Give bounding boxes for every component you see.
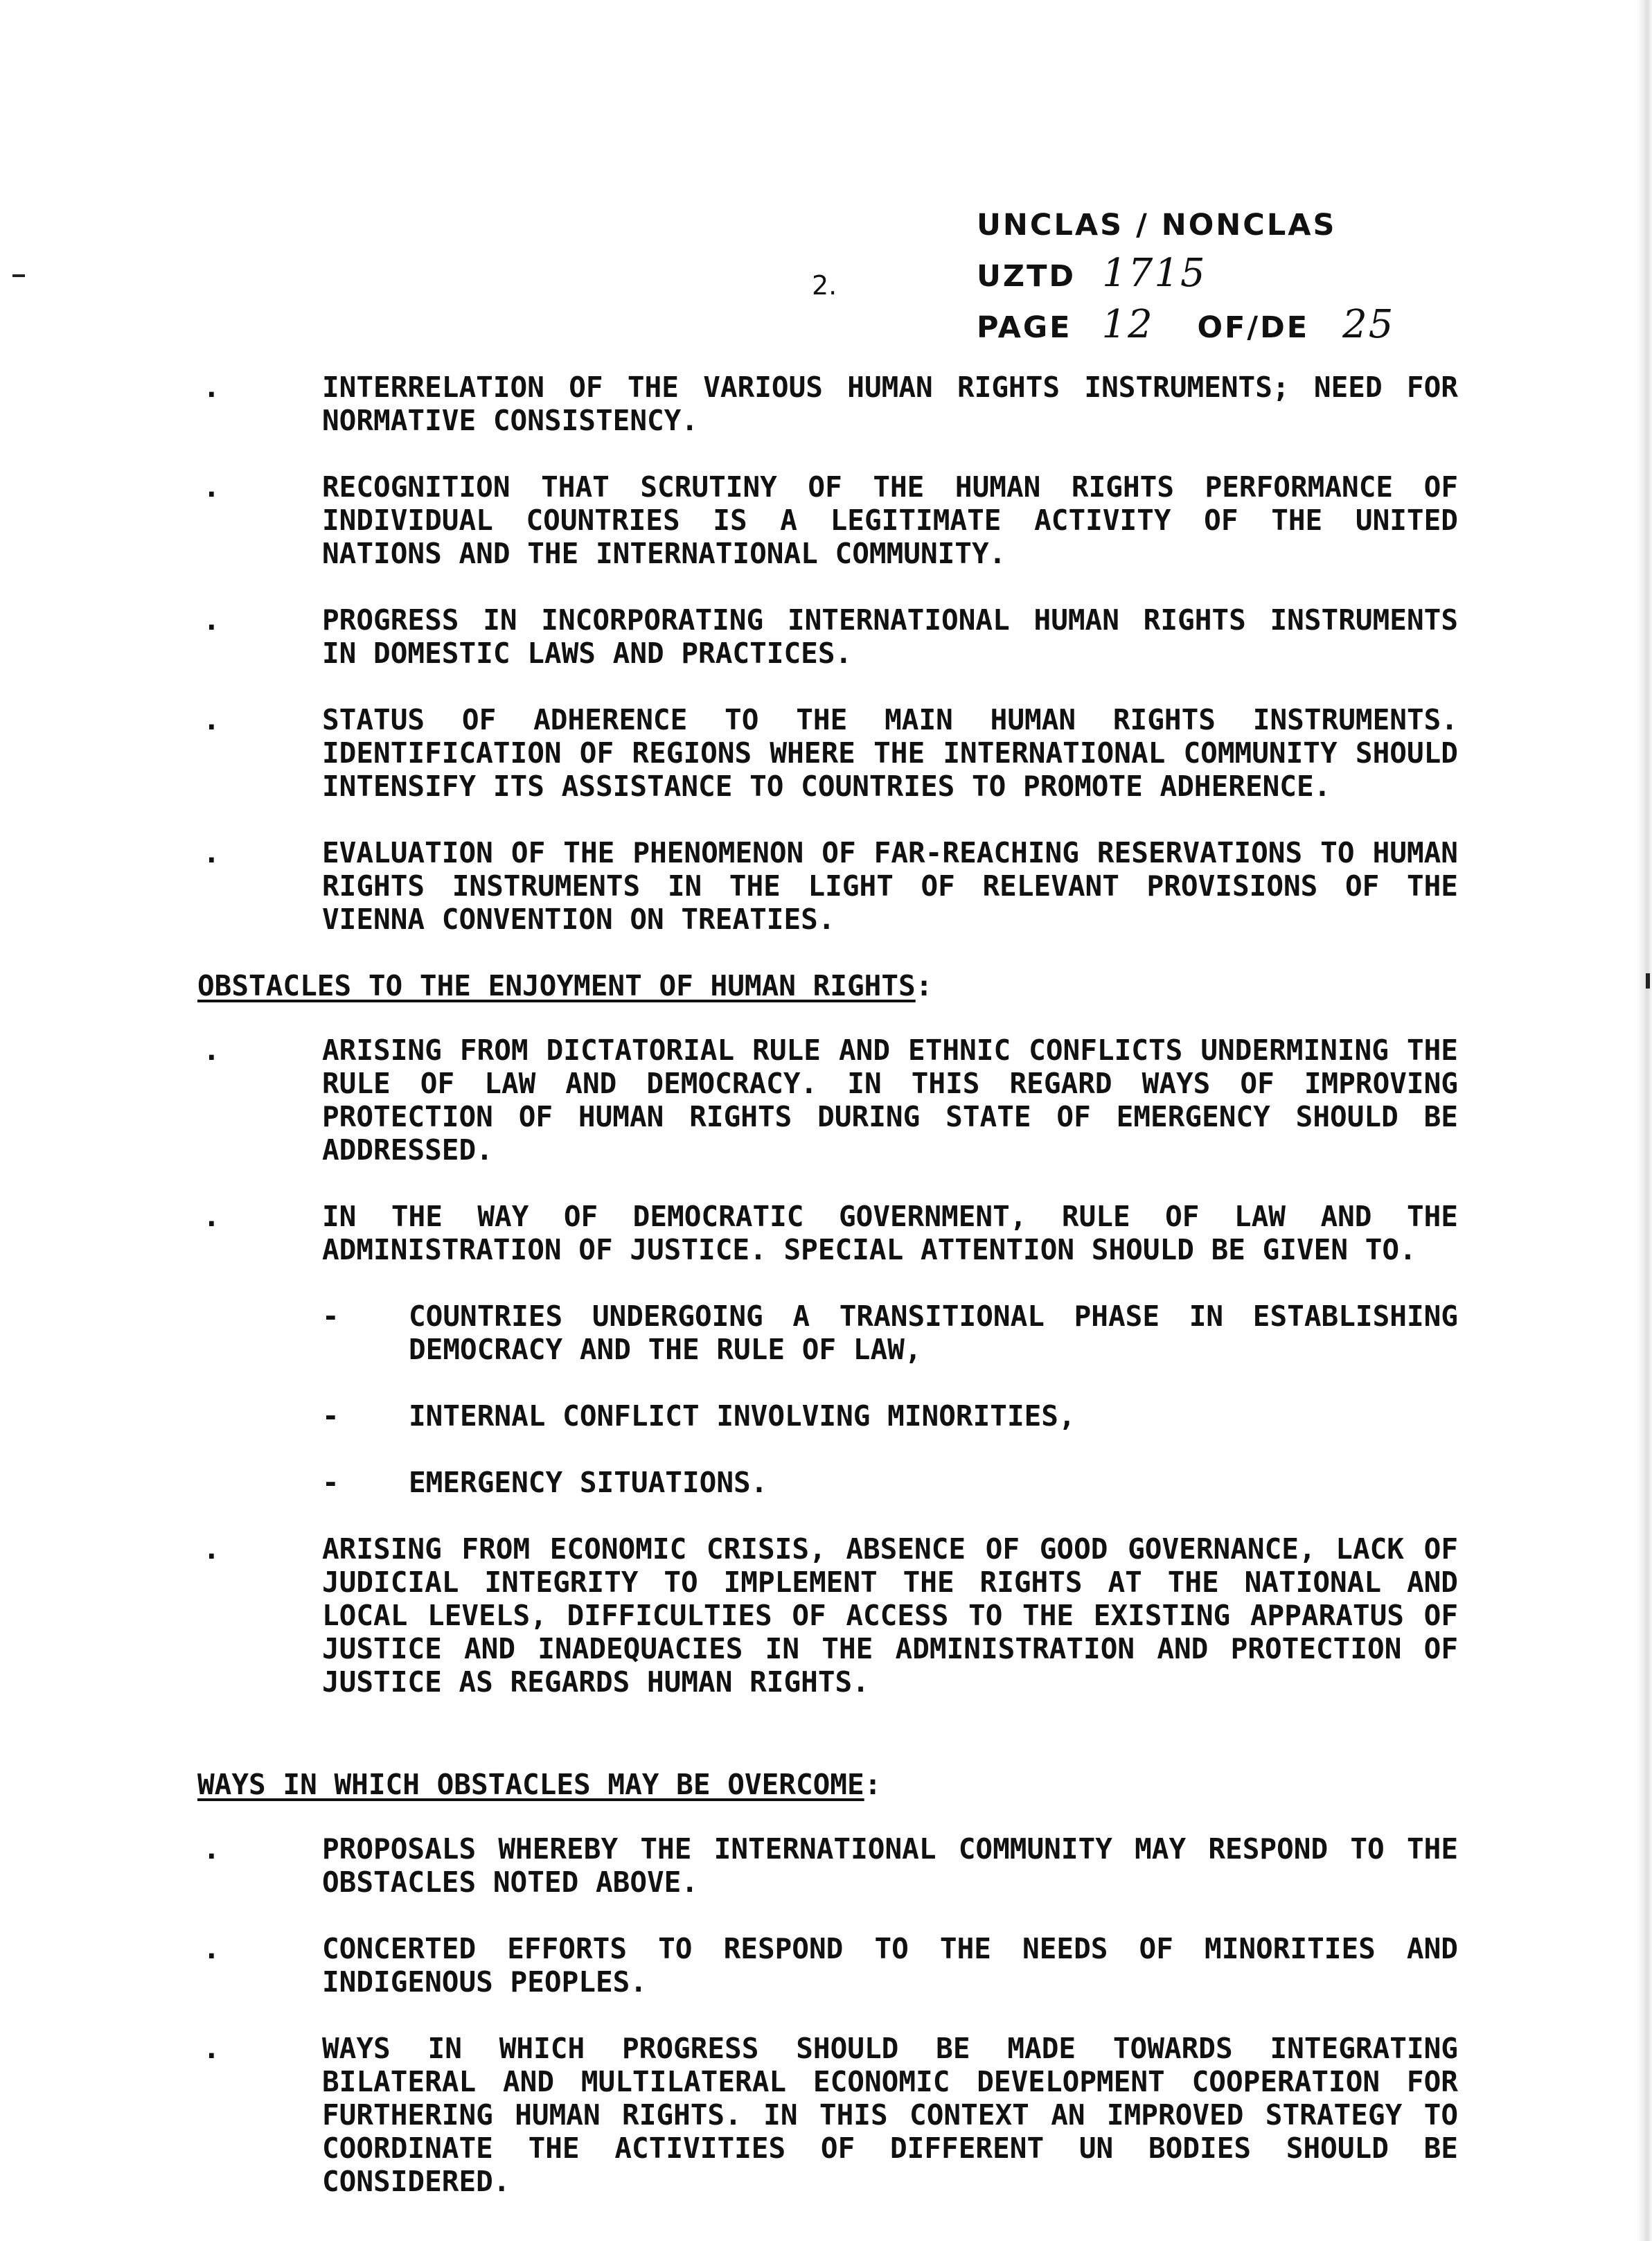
- bullet: .: [203, 371, 220, 404]
- list-item: [197, 371, 1458, 437]
- dash: -: [322, 1466, 339, 1499]
- list-item: [197, 1034, 1458, 1167]
- item-text: INTERRELATION OF THE VARIOUS HUMAN RIGHTS INSTRUMENTS; NEED FOR NORMATIVE CONSISTENCY.: [322, 371, 1458, 437]
- bullet: .: [203, 836, 220, 869]
- sub-list: [197, 1300, 1458, 1499]
- list-item: [197, 1932, 1458, 1999]
- classification-header: [977, 201, 1394, 352]
- list-item: [197, 703, 1458, 803]
- ways-heading-text: WAYS IN WHICH OBSTACLES MAY BE OVERCOME: [197, 1768, 864, 1801]
- item-text: CONCERTED EFFORTS TO RESPOND TO THE NEEDS OF MINORITIES AND INDIGENOUS PEOPLES.: [322, 1932, 1458, 1999]
- obstacles-heading-text: OBSTACLES TO THE ENJOYMENT OF HUMAN RIGHTS: [197, 969, 916, 1002]
- bullet: .: [203, 1034, 220, 1067]
- page-number: 2.: [812, 270, 837, 301]
- page-total: 25: [1342, 302, 1395, 347]
- dash: -: [322, 1399, 339, 1433]
- item-text: WAYS IN WHICH PROGRESS SHOULD BE MADE TOWARDS INTEGRATING BILATERAL AND MULTILATERAL ECONOMIC DEVELOPMENT COOPERATION FOR FURTHERING HUMAN RIGHTS. IN THIS CONTEXT AN IMPROVED STRATEGY TO COORDINATE THE ACTIVITIES OF DIFFERENT UN BODIES SHOULD BE CONSIDERED.: [322, 2032, 1458, 2198]
- bullet: .: [203, 1932, 220, 1965]
- sub-list-item: [322, 1399, 1458, 1433]
- bullet: .: [203, 1832, 220, 1866]
- obstacles-heading: [197, 969, 1458, 1002]
- bullet: .: [203, 703, 220, 736]
- list-item: [197, 1532, 1458, 1699]
- list-item: [197, 1832, 1458, 1899]
- item-text: RECOGNITION THAT SCRUTINY OF THE HUMAN RIGHTS PERFORMANCE OF INDIVIDUAL COUNTRIES IS A LEGITIMATE ACTIVITY OF THE UNITED NATIONS AND THE INTERNATIONAL COMMUNITY.: [322, 470, 1458, 570]
- page-label: PAGE: [977, 310, 1072, 345]
- list-item: [197, 603, 1458, 670]
- sub-item-text: COUNTRIES UNDERGOING A TRANSITIONAL PHASE IN ESTABLISHING DEMOCRACY AND THE RULE OF LAW,: [409, 1300, 1458, 1366]
- item-text: STATUS OF ADHERENCE TO THE MAIN HUMAN RIGHTS INSTRUMENTS. IDENTIFICATION OF REGIONS WHERE THE INTERNATIONAL COMMUNITY SHOULD INTENSIFY ITS ASSISTANCE TO COUNTRIES TO PROMOTE ADHERENCE.: [322, 703, 1458, 803]
- sub-list-item: [322, 1466, 1458, 1499]
- bullet: .: [203, 470, 220, 504]
- dash: -: [322, 1300, 339, 1333]
- list-item: [197, 836, 1458, 936]
- item-text: IN THE WAY OF DEMOCRATIC GOVERNMENT, RULE OF LAW AND THE ADMINISTRATION OF JUSTICE. SPECIAL ATTENTION SHOULD BE GIVEN TO.: [322, 1200, 1458, 1266]
- list-item: [197, 2032, 1458, 2198]
- document-body: [197, 371, 1458, 2231]
- page-current: 12: [1101, 302, 1154, 347]
- heading-colon: :: [915, 969, 933, 1002]
- bullet: .: [203, 2032, 220, 2065]
- scan-mark: [1646, 973, 1650, 989]
- scan-edge: [1637, 0, 1652, 2241]
- ways-heading: [197, 1768, 1458, 1801]
- item-text: EVALUATION OF THE PHENOMENON OF FAR-REACHING RESERVATIONS TO HUMAN RIGHTS INSTRUMENTS IN THE LIGHT OF RELEVANT PROVISIONS OF THE VIENNA CONVENTION ON TREATIES.: [322, 836, 1458, 936]
- item-text: PROPOSALS WHEREBY THE INTERNATIONAL COMMUNITY MAY RESPOND TO THE OBSTACLES NOTED ABOVE.: [322, 1832, 1458, 1899]
- sub-item-text: EMERGENCY SITUATIONS.: [409, 1466, 768, 1499]
- classification-label: UNCLAS / NONCLAS: [977, 208, 1337, 242]
- item-text: PROGRESS IN INCORPORATING INTERNATIONAL HUMAN RIGHTS INSTRUMENTS IN DOMESTIC LAWS AND PRACTICES.: [322, 603, 1458, 670]
- heading-colon: :: [864, 1768, 882, 1801]
- list-item: [197, 1200, 1458, 1266]
- bullet: .: [203, 603, 220, 637]
- item-text: ARISING FROM DICTATORIAL RULE AND ETHNIC CONFLICTS UNDERMINING THE RULE OF LAW AND DEMOCRACY. IN THIS REGARD WAYS OF IMPROVING PROTECTION OF HUMAN RIGHTS DURING STATE OF EMERGENCY SHOULD BE ADDRESSED.: [322, 1034, 1458, 1167]
- item-text: ARISING FROM ECONOMIC CRISIS, ABSENCE OF GOOD GOVERNANCE, LACK OF JUDICIAL INTEGRITY TO IMPLEMENT THE RIGHTS AT THE NATIONAL AND LOCAL LEVELS, DIFFICULTIES OF ACCESS TO THE EXISTING APPARATUS OF JUSTICE AND INADEQUACIES IN THE ADMINISTRATION AND PROTECTION OF JUSTICE AS REGARDS HUMAN RIGHTS.: [322, 1532, 1458, 1699]
- uztd-line: [977, 249, 1394, 301]
- bullet: .: [203, 1200, 220, 1233]
- of-label: OF/DE: [1197, 310, 1310, 345]
- bullet: .: [203, 1532, 220, 1566]
- uztd-number: 1715: [1102, 251, 1207, 296]
- list-item: [197, 470, 1458, 570]
- sub-list-item: [322, 1300, 1458, 1366]
- sub-item-text: INTERNAL CONFLICT INVOLVING MINORITIES,: [409, 1399, 1076, 1433]
- uztd-label: UZTD: [977, 259, 1076, 294]
- scan-mark: [12, 274, 25, 277]
- page-count-line: [977, 301, 1394, 352]
